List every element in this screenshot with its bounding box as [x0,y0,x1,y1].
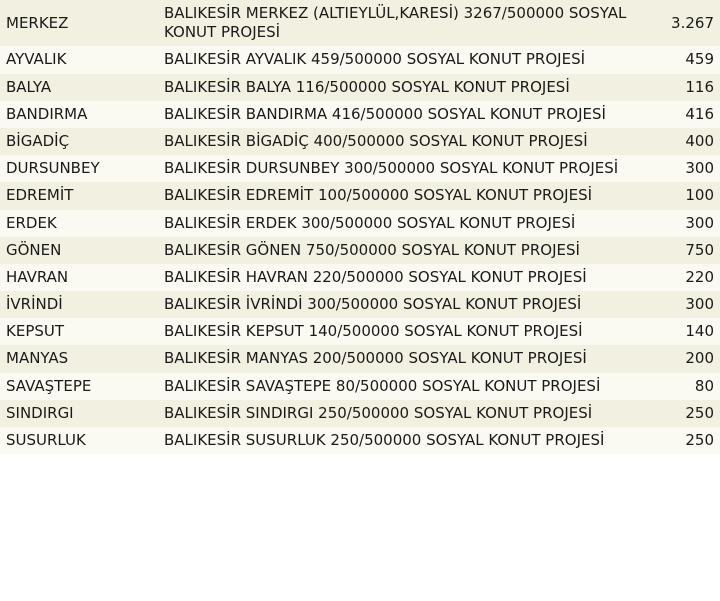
district-cell: AYVALIK [0,46,158,73]
district-cell: BALYA [0,74,158,101]
table-row [0,182,720,209]
project-name-cell: BALIKESİR BANDIRMA 416/500000 SOSYAL KONUT PROJESİ [158,101,651,128]
project-name-cell: BALIKESİR SUSURLUK 250/500000 SOSYAL KONUT PROJESİ [158,427,651,454]
district-cell: EDREMİT [0,182,158,209]
unit-count-cell: 416 [651,101,720,128]
district-cell: DURSUNBEY [0,155,158,182]
unit-count-cell: 220 [651,264,720,291]
unit-count-cell: 3.267 [651,0,720,46]
table-row [0,128,720,155]
unit-count-cell: 300 [651,155,720,182]
table-row [0,318,720,345]
project-name-cell: BALIKESİR GÖNEN 750/500000 SOSYAL KONUT PROJESİ [158,237,651,264]
project-name-cell: BALIKESİR SINDIRGI 250/500000 SOSYAL KONUT PROJESİ [158,400,651,427]
district-cell: HAVRAN [0,264,158,291]
unit-count-cell: 200 [651,345,720,372]
project-name-cell: BALIKESİR MERKEZ (ALTIEYLÜL,KARESİ) 3267/500000 SOSYAL KONUT PROJESİ [158,0,651,46]
district-cell: SUSURLUK [0,427,158,454]
unit-count-cell: 459 [651,46,720,73]
district-cell: MERKEZ [0,0,158,46]
unit-count-cell: 140 [651,318,720,345]
table-row [0,155,720,182]
table-row [0,101,720,128]
unit-count-cell: 400 [651,128,720,155]
project-name-cell: BALIKESİR DURSUNBEY 300/500000 SOSYAL KONUT PROJESİ [158,155,651,182]
unit-count-cell: 80 [651,373,720,400]
project-name-cell: BALIKESİR EDREMİT 100/500000 SOSYAL KONUT PROJESİ [158,182,651,209]
project-name-cell: BALIKESİR BALYA 116/500000 SOSYAL KONUT PROJESİ [158,74,651,101]
district-cell: SINDIRGI [0,400,158,427]
project-name-cell: BALIKESİR SAVAŞTEPE 80/500000 SOSYAL KONUT PROJESİ [158,373,651,400]
district-cell: GÖNEN [0,237,158,264]
district-cell: MANYAS [0,345,158,372]
project-name-cell: BALIKESİR KEPSUT 140/500000 SOSYAL KONUT PROJESİ [158,318,651,345]
project-name-cell: BALIKESİR BİGADİÇ 400/500000 SOSYAL KONUT PROJESİ [158,128,651,155]
district-cell: KEPSUT [0,318,158,345]
project-name-cell: BALIKESİR AYVALIK 459/500000 SOSYAL KONUT PROJESİ [158,46,651,73]
table-row [0,400,720,427]
district-cell: ERDEK [0,210,158,237]
project-name-cell: BALIKESİR ERDEK 300/500000 SOSYAL KONUT PROJESİ [158,210,651,237]
table-row [0,46,720,73]
table-row [0,237,720,264]
unit-count-cell: 750 [651,237,720,264]
project-name-cell: BALIKESİR İVRİNDİ 300/500000 SOSYAL KONUT PROJESİ [158,291,651,318]
table-row [0,74,720,101]
table-row [0,291,720,318]
unit-count-cell: 300 [651,291,720,318]
district-cell: İVRİNDİ [0,291,158,318]
project-name-cell: BALIKESİR HAVRAN 220/500000 SOSYAL KONUT PROJESİ [158,264,651,291]
unit-count-cell: 100 [651,182,720,209]
district-cell: BİGADİÇ [0,128,158,155]
table-row [0,345,720,372]
unit-count-cell: 300 [651,210,720,237]
unit-count-cell: 250 [651,427,720,454]
table-row [0,210,720,237]
table-row [0,373,720,400]
table-row [0,264,720,291]
district-cell: SAVAŞTEPE [0,373,158,400]
district-cell: BANDIRMA [0,101,158,128]
unit-count-cell: 116 [651,74,720,101]
unit-count-cell: 250 [651,400,720,427]
project-name-cell: BALIKESİR MANYAS 200/500000 SOSYAL KONUT PROJESİ [158,345,651,372]
table-row [0,427,720,454]
table-row [0,0,720,46]
